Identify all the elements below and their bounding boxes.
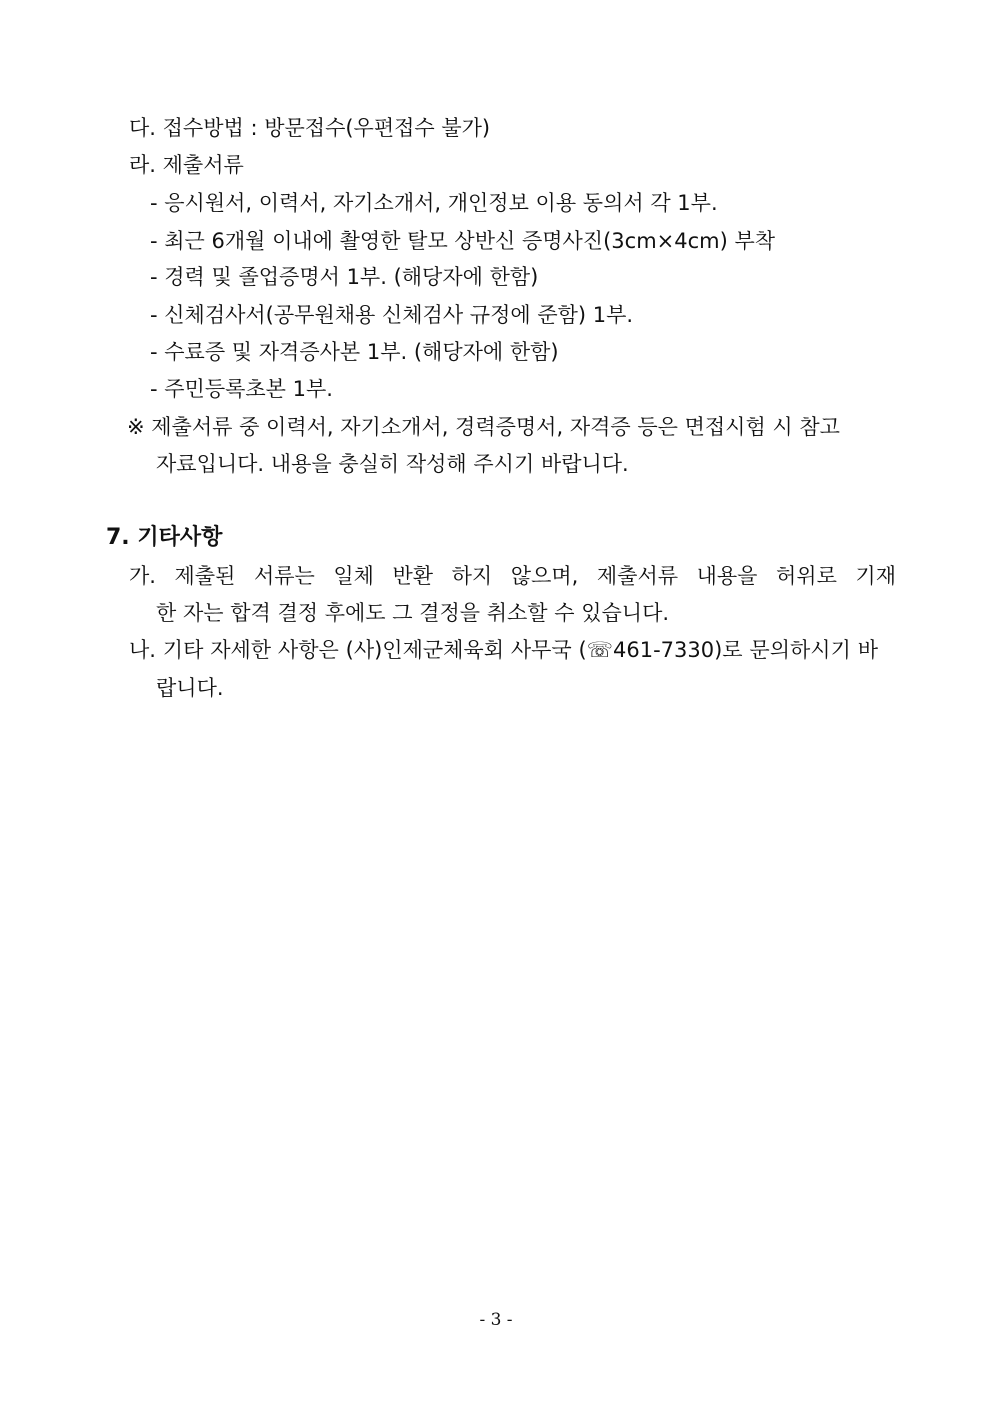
note-line: ※ 제출서류 중 이력서, 자기소개서, 경력증명서, 자격증 등은 면접시험 시 참고 (127, 415, 840, 439)
notice-item-continuation: 랍니다. (156, 676, 224, 700)
note-line: 자료입니다. 내용을 충실히 작성해 주시기 바랍니다. (156, 452, 629, 476)
document-item: - 신체검사서(공무원채용 신체검사 규정에 준함) 1부. (150, 303, 634, 327)
submission-method: 다. 접수방법 : 방문접수(우편접수 불가) (129, 116, 491, 140)
required-documents-label: 라. 제출서류 (129, 153, 244, 177)
page-number: - 3 - (479, 1310, 513, 1330)
notice-item: 가. 제출된 서류는 일체 반환 하지 않으며, 제출서류 내용을 허위로 기재 (129, 564, 896, 588)
document-item: - 주민등록초본 1부. (150, 377, 333, 401)
notice-item-continuation: 한 자는 합격 결정 후에도 그 결정을 취소할 수 있습니다. (156, 601, 670, 625)
section-heading: 7. 기타사항 (106, 525, 223, 550)
document-item: - 최근 6개월 이내에 촬영한 탈모 상반신 증명사진(3cm×4cm) 부착 (150, 229, 776, 253)
document-item: - 응시원서, 이력서, 자기소개서, 개인정보 이용 동의서 각 1부. (150, 191, 718, 215)
notice-item: 나. 기타 자세한 사항은 (사)인제군체육회 사무국 (☏461-7330)로 문의하시기 바 (129, 638, 878, 662)
document-item: - 수료증 및 자격증사본 1부. (해당자에 한함) (150, 340, 559, 364)
document-item: - 경력 및 졸업증명서 1부. (해당자에 한함) (150, 265, 539, 289)
